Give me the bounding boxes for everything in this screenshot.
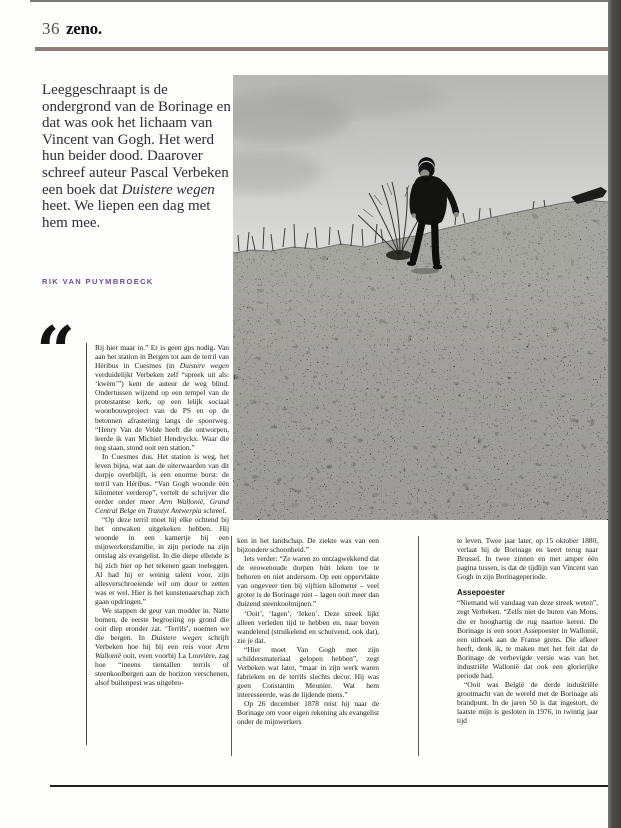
body-paragraph bbox=[457, 680, 598, 725]
body-column-1 bbox=[95, 343, 229, 687]
text-segment: ken in het landschap. De ziekte was van een bijzondere schoonheid.” bbox=[237, 536, 379, 555]
column-gutter-rule bbox=[418, 536, 419, 756]
italic-text-segment: Tranzyt Antwerpia bbox=[146, 506, 202, 516]
text-segment: Leeggeschraapt is de ondergrond van de Borinage en dat was ook het lichaam van Vincent van Gogh. Het werd hun beider dood. Daarover schreef auteur Pascal Verbeken een boek dat bbox=[42, 82, 231, 198]
text-segment: In Cuesmes dus. Het station is weg, het leven bijna, wat aan de uiterwaarden van dit dorpje overblijft, is een enorme borst: de terril van Héribus. “Van Gogh woonde één kilometer verderop”, vertelt de schrijver die eerder onder meer bbox=[95, 451, 229, 507]
text-segment: Op 26 december 1878 reist hij naar de Borinage om voor eigen rekening als evangelist onder de mijnwerkers bbox=[237, 699, 379, 727]
terril-photo bbox=[233, 75, 608, 520]
body-column-2 bbox=[237, 536, 379, 726]
body-paragraph bbox=[457, 598, 598, 680]
text-segment: , bbox=[203, 497, 210, 507]
italic-text-segment: Arm Wallonië bbox=[95, 642, 229, 661]
body-paragraph bbox=[237, 609, 379, 645]
text-segment: “Niemand wil vandaag van deze streek weten”, zegt Verbeken. “Zelfs niet de buren van Mons, die er hooghartig de rug naartoe keren. De Borinage is een soort Assepoester in Wallonië, een uithoek aan de Franse grens. Die afkeer heeft, denk ik, te maken met het feit dat de Borinage de verhevigde versie was van het industriële Wallonië dat ook een glorierijke periode had. bbox=[457, 598, 598, 680]
text-segment: en bbox=[136, 506, 147, 516]
left-hand bbox=[412, 213, 417, 218]
text-segment: schreef. bbox=[201, 506, 227, 516]
body-paragraph bbox=[237, 536, 379, 554]
scan-top-edge bbox=[30, 0, 621, 2]
text-segment: Rij hier maar in.” Er is geen gps nodig. Van aan het station in Bergen tot aan de terril van Héribus in Cuesmes (in bbox=[95, 343, 229, 371]
italic-text-segment: Duistere wegen bbox=[179, 361, 230, 371]
body-column-3 bbox=[457, 536, 598, 725]
right-leg bbox=[435, 224, 437, 264]
body-paragraph bbox=[457, 536, 598, 581]
body-paragraph bbox=[95, 343, 229, 452]
section-subhead: Assepoester bbox=[457, 588, 505, 598]
column-rule bbox=[86, 343, 87, 745]
zeno-logo: zeno. bbox=[66, 19, 102, 38]
scan-right-edge bbox=[608, 0, 621, 828]
header-rule bbox=[35, 47, 608, 51]
slag-heap bbox=[233, 200, 608, 520]
text-segment: heet. We liepen een dag met hem mee. bbox=[42, 198, 211, 231]
text-segment: verduidelijkt Verbeken zelf “spreek uit als: ‘kwèm’”) kent de auteur de weg blind. Ondertussen wijzend op een tempel van de protestantse kerk, op een lelijk sociaal woonbouwproject van de PS en op de betonnen afrastering langs de spoorweg. “Henry Van de Velde heeft die ontworpen, leerde ik van Michiel Hendryckx. Waar die nog staan, stond ooit een station.” bbox=[95, 370, 229, 452]
body-paragraph bbox=[237, 554, 379, 608]
footer-rule bbox=[50, 785, 608, 787]
right-foot bbox=[433, 265, 443, 270]
left-arm bbox=[413, 186, 416, 213]
italic-text-segment: Arm Wallonië bbox=[159, 497, 204, 507]
byline-author: RIK VAN PUYMBROECK bbox=[42, 277, 154, 286]
page-number: 36 bbox=[42, 19, 60, 38]
page-header bbox=[42, 18, 102, 40]
text-segment: ‘Ooit’, ‘lagen’, ‘leken’. Deze streek lijkt alleen verleden tijd te hebben en, naar boven wandelend (struikelend en schuivend, ook dat), zie je dat. bbox=[237, 608, 379, 645]
article-intro bbox=[42, 82, 236, 231]
text-segment: schrijft Verbeken hoe hij bij een reis voor bbox=[95, 633, 230, 652]
left-foot bbox=[407, 261, 416, 266]
text-segment: Iets verder: “Ze waren zo ontzagwekkend dat de eeuwenoude dorpen hún leken toe te behoren en niet andersom. Op een oppervlakte van ongeveer tien bij vijftien kilometer – veel groter is de Borinage niet – lagen ooit meer dan duizend steenkoolmijnen.” bbox=[237, 554, 379, 609]
text-segment: We stappen de geur van modder in. Natte bomen, de eerste begroeiing op grond die ooit diep eronder zat. ‘Terrils’, noemen we die bergen. In bbox=[95, 605, 229, 642]
column-gutter-rule bbox=[231, 536, 232, 756]
italic-text-segment: Duistere wegen bbox=[121, 181, 215, 198]
italic-text-segment: Grand Central Belge bbox=[95, 497, 229, 516]
body-paragraph bbox=[95, 606, 229, 688]
text-segment: ooit, even voorbij La Louvière, zag hoe “ineens tientallen terrils of steenkoolbergen aan de horizon verschenen, alsof builenpest was uitgebro- bbox=[95, 651, 229, 688]
text-segment: “Op deze terril moet hij elke ochtend bij het ontwaken uitgekeken hebben. Hij woonde in een kamertje bij een mijnwerkersfamilie, in zijn periode na zijn ontslag als evangelist. In die diepe ellende is hij zich hier op het tekenen gaan toeleggen. Al had hij er weinig talent voor, zijn allesverschroeiende wil om door te zetten was er wel. Hier is het kunstenaarschap zich gaan opdringen.” bbox=[95, 515, 229, 606]
text-segment: “Ooit was België de derde industriële grootmacht van de wereld met de Borinage als brandpunt. In de jaren 50 is dat ingestort, de laatste mijn is gesloten in 1976, in twintig jaar tijd bbox=[457, 679, 598, 726]
drop-quote-icon: “ bbox=[36, 312, 76, 392]
right-hand bbox=[454, 212, 459, 217]
text-segment: “Hier moet Van Gogh met zijn schildersmateriaal gelopen hebben”, zegt Verbeken wat later, “maar in zijn werk waren fabrieken en de terrils slechts decor. Hij was geen Constantin Meunier. Wat hem interesseerde, was de lijdende mens.” bbox=[237, 644, 379, 700]
body-paragraph bbox=[237, 645, 379, 699]
terril-photo-illustration bbox=[233, 75, 608, 520]
body-paragraph bbox=[95, 452, 229, 515]
body-paragraph bbox=[237, 699, 379, 726]
body-paragraph bbox=[95, 515, 229, 606]
text-segment: te leven. Twee jaar later, op 15 oktober 1880, verlaat hij de Borinage en keert terug naar Brussel. In twee zinnen en met amper één pagina tussen, is dat de tijdlijn van Vincent van Gogh in zijn Borinageperiode. bbox=[457, 536, 598, 582]
italic-text-segment: Duistere wegen bbox=[151, 633, 202, 642]
